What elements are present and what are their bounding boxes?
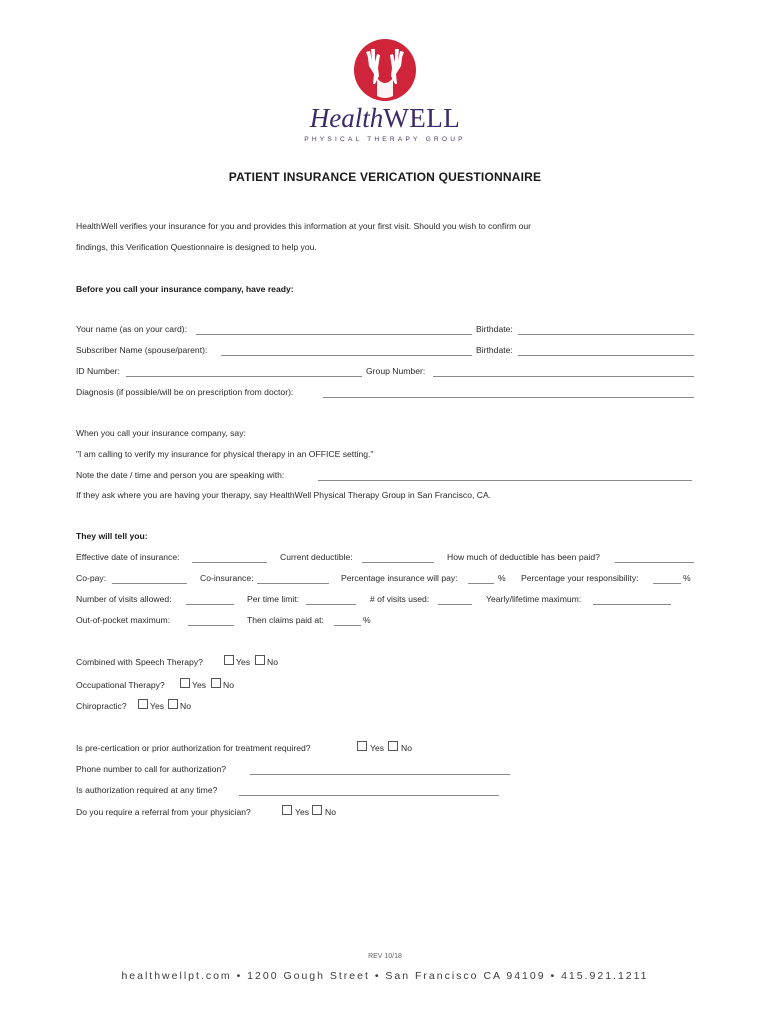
before-call-heading: Before you call your insurance company, have ready: (76, 284, 294, 294)
tell-you-heading: They will tell you: (76, 531, 148, 541)
auth-any-time-field[interactable] (239, 795, 499, 796)
precert-label: Is pre-certication or prior authorization for treatment required? (76, 743, 311, 753)
chiropractic-yes-label: Yes (150, 701, 165, 711)
visits-used-label: # of visits used: (370, 594, 430, 604)
brand-name (0, 104, 770, 132)
group-number-field[interactable] (433, 376, 694, 377)
current-deductible-label: Current deductible: (280, 552, 353, 562)
precert-yes-label: Yes (370, 743, 385, 753)
when-call-line-2: "I am calling to verify my insurance for physical therapy in an OFFICE setting." (76, 449, 374, 459)
pct-insurance-pay-field[interactable] (468, 583, 494, 584)
coinsurance-label: Co-insurance: (200, 573, 254, 583)
pct-responsibility-label: Percentage your responsibility: (521, 573, 639, 583)
when-call-line-1: When you call your insurance company, say: (76, 428, 246, 438)
referral-yes-checkbox[interactable] (282, 805, 292, 815)
occupational-no-checkbox[interactable] (211, 678, 221, 688)
claims-paid-field[interactable] (334, 625, 361, 626)
occupational-yes-checkbox[interactable] (180, 678, 190, 688)
brand-name-part2: WELL (383, 103, 461, 133)
chiropractic-no-checkbox[interactable] (168, 699, 178, 709)
referral-no-checkbox[interactable] (312, 805, 322, 815)
speech-yes-checkbox[interactable] (224, 655, 234, 665)
speech-no-checkbox[interactable] (255, 655, 265, 665)
note-date-label: Note the date / time and person you are speaking with: (76, 470, 285, 480)
precert-yes-checkbox[interactable] (357, 741, 367, 751)
pct-sign-3: % (363, 615, 371, 625)
occupational-yes-label: Yes (192, 680, 207, 690)
speech-therapy-label: Combined with Speech Therapy? (76, 657, 203, 667)
per-time-limit-field[interactable] (306, 604, 356, 605)
brand-name-part1: Health (309, 103, 384, 133)
pct-insurance-pay-label: Percentage insurance will pay: (341, 573, 458, 583)
raised-hands-icon (353, 38, 417, 102)
chiropractic-label: Chiropractic? (76, 701, 127, 711)
pct-sign-2: % (683, 573, 691, 583)
visits-allowed-label: Number of visits allowed: (76, 594, 172, 604)
occupational-no-label: No (223, 680, 234, 690)
logo (0, 38, 770, 143)
group-number-label: Group Number: (366, 366, 426, 376)
chiropractic-no-label: No (180, 701, 191, 711)
pct-responsibility-field[interactable] (653, 583, 681, 584)
copay-field[interactable] (112, 583, 187, 584)
note-date-field[interactable] (318, 480, 692, 481)
speech-no-label: No (267, 657, 278, 667)
id-number-field[interactable] (126, 376, 362, 377)
occupational-therapy-label: Occupational Therapy? (76, 680, 165, 690)
subscriber-label: Subscriber Name (spouse/parent): (76, 345, 208, 355)
deductible-paid-field[interactable] (615, 562, 694, 563)
auth-phone-field[interactable] (250, 774, 510, 775)
birthdate-field-2[interactable] (518, 355, 694, 356)
birthdate-label-1: Birthdate: (476, 324, 513, 334)
birthdate-field-1[interactable] (518, 334, 694, 335)
footer-contact: healthwellpt.com • 1200 Gough Street • San Francisco CA 94109 • 415.921.1211 (121, 970, 649, 982)
chiropractic-yes-checkbox[interactable] (138, 699, 148, 709)
auth-phone-label: Phone number to call for authorization? (76, 764, 227, 774)
precert-no-label: No (401, 743, 412, 753)
intro-line-1: HealthWell verifies your insurance for you and provides this information at your first visit. Should you wish to confirm our (76, 221, 532, 231)
referral-label: Do you require a referral from your physician? (76, 807, 251, 817)
your-name-label: Your name (as on your card): (76, 324, 187, 334)
your-name-field[interactable] (196, 334, 472, 335)
yearly-max-field[interactable] (593, 604, 671, 605)
yearly-max-label: Yearly/lifetime maximum: (486, 594, 582, 604)
diagnosis-label: Diagnosis (if possible/will be on prescription from doctor): (76, 387, 294, 397)
oop-max-field[interactable] (188, 625, 234, 626)
when-call-line-4: If they ask where you are having your therapy, say HealthWell Physical Therapy Group in San Francisco, CA. (76, 490, 492, 500)
oop-max-label: Out-of-pocket maximum: (76, 615, 171, 625)
claims-paid-label: Then claims paid at: (247, 615, 324, 625)
effective-date-label: Effective date of insurance: (76, 552, 180, 562)
coinsurance-field[interactable] (257, 583, 329, 584)
id-number-label: ID Number: (76, 366, 120, 376)
birthdate-label-2: Birthdate: (476, 345, 513, 355)
auth-any-time-label: Is authorization required at any time? (76, 785, 218, 795)
subscriber-field[interactable] (221, 355, 472, 356)
brand-tagline: PHYSICAL THERAPY GROUP (304, 136, 466, 143)
page-title: PATIENT INSURANCE VERICATION QUESTIONNAIRE (228, 170, 542, 184)
current-deductible-field[interactable] (362, 562, 434, 563)
revision-label: REV 10/18 (368, 953, 402, 960)
visits-allowed-field[interactable] (186, 604, 234, 605)
diagnosis-field[interactable] (323, 397, 694, 398)
referral-yes-label: Yes (295, 807, 310, 817)
referral-no-label: No (325, 807, 336, 817)
visits-used-field[interactable] (438, 604, 472, 605)
copay-label: Co-pay: (76, 573, 107, 583)
intro-line-2: findings, this Verification Questionnaire is designed to help you. (76, 242, 317, 252)
pct-sign-1: % (498, 573, 506, 583)
speech-yes-label: Yes (236, 657, 251, 667)
per-time-limit-label: Per time limit: (247, 594, 300, 604)
effective-date-field[interactable] (192, 562, 267, 563)
precert-no-checkbox[interactable] (388, 741, 398, 751)
deductible-paid-label: How much of deductible has been paid? (447, 552, 600, 562)
